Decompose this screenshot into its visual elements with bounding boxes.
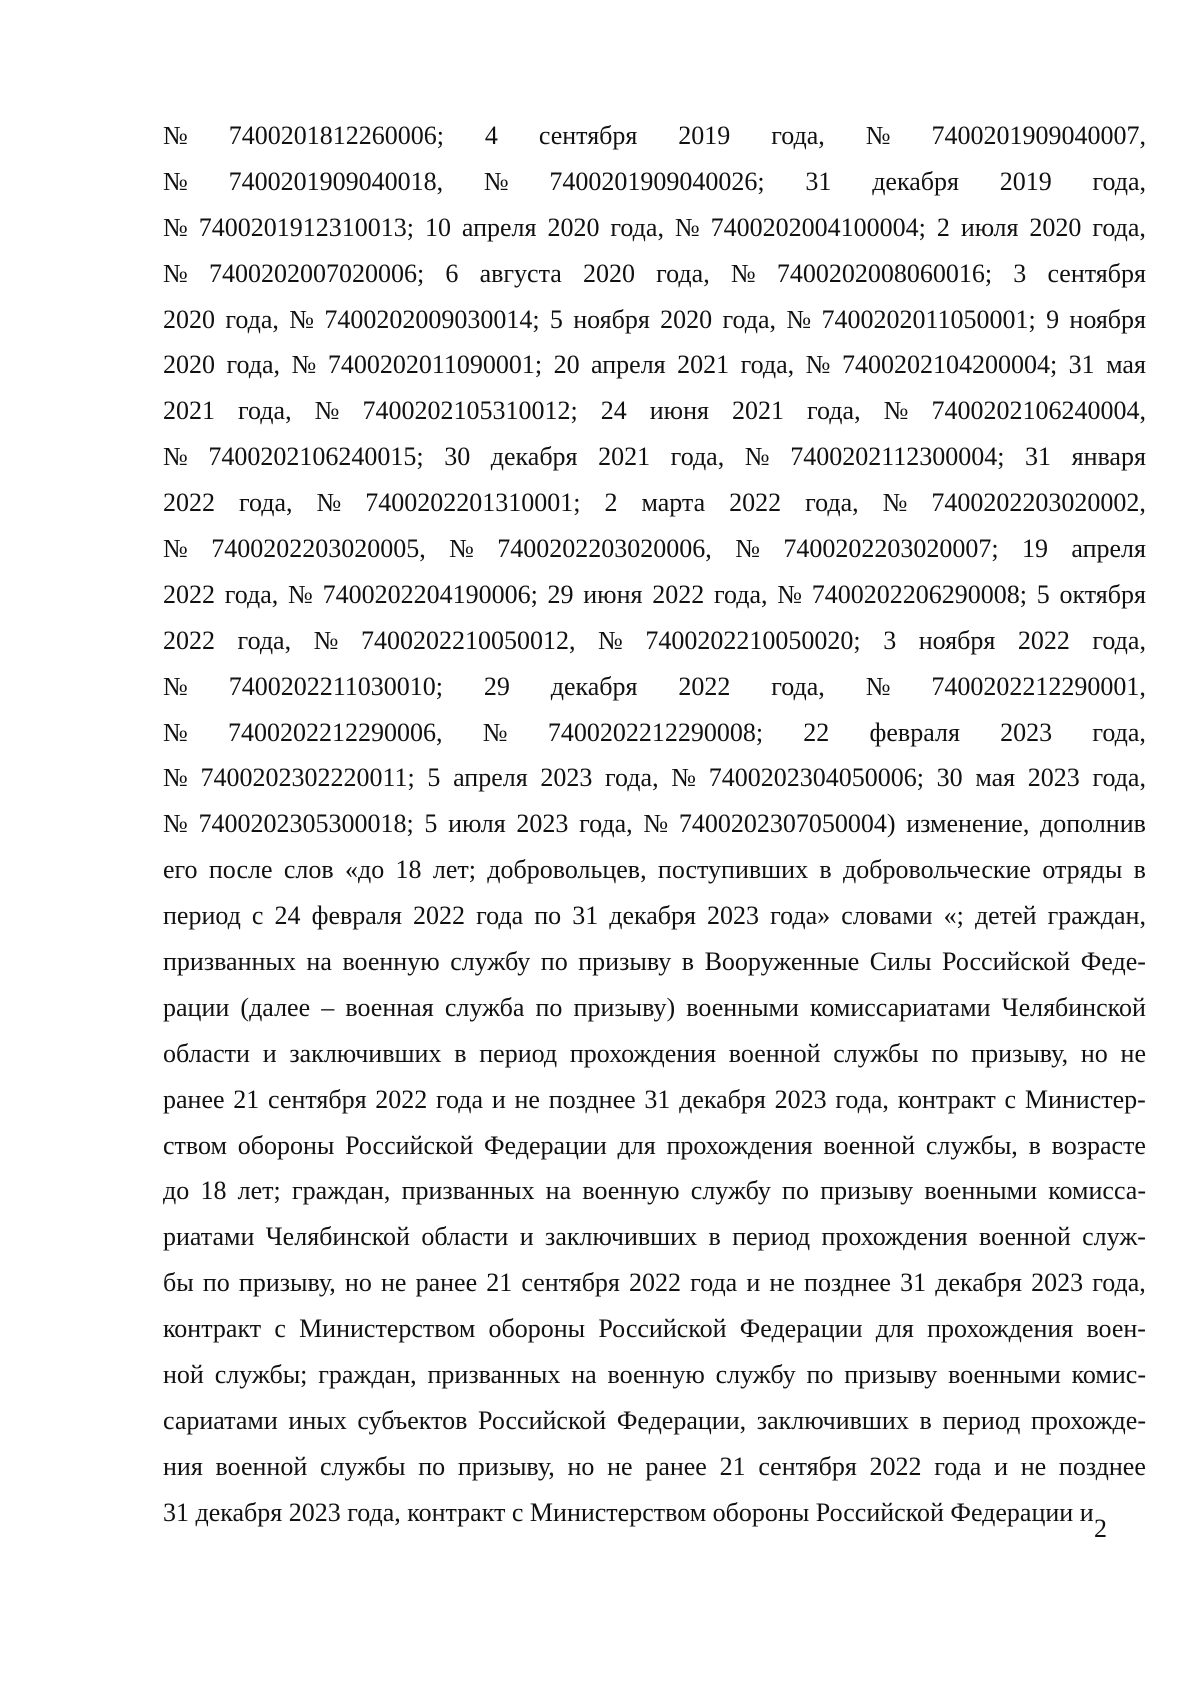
text-line: № 7400201912310013; 10 апреля 2020 года, № 7400202004100004; 2 июля 2020 года, bbox=[163, 212, 1146, 242]
text-line: контракт с Министерством обороны Российской Федерации для прохождения воен- bbox=[163, 1314, 1146, 1344]
text-line: период с 24 февраля 2022 года по 31 декабря 2023 года» словами «; детей граждан, bbox=[163, 901, 1146, 931]
text-line: 2020 года, № 7400202009030014; 5 ноября 2020 года, № 7400202011050001; 9 ноября bbox=[163, 304, 1146, 334]
text-line: области и заключивших в период прохождения военной службы по призыву, но не bbox=[163, 1038, 1146, 1068]
text-line: № 7400202302220011; 5 апреля 2023 года, № 7400202304050006; 30 мая 2023 года, bbox=[163, 763, 1146, 793]
text-line: 2021 года, № 7400202105310012; 24 июня 2021 года, № 7400202106240004, bbox=[163, 396, 1146, 426]
text-line: сариатами иных субъектов Российской Федерации, заключивших в период прохожде- bbox=[163, 1405, 1146, 1435]
text-line: 2022 года, № 7400202204190006; 29 июня 2022 года, № 7400202206290008; 5 октября bbox=[163, 579, 1146, 609]
text-line: призванных на военную службу по призыву в Вооруженные Силы Российской Феде- bbox=[163, 947, 1146, 977]
body-text bbox=[163, 113, 1146, 1536]
text-line: рации (далее – военная служба по призыву) военными комиссариатами Челябинской bbox=[163, 992, 1146, 1022]
text-line: 2020 года, № 7400202011090001; 20 апреля 2021 года, № 7400202104200004; 31 мая bbox=[163, 350, 1146, 380]
text-line: № 7400202211030010; 29 декабря 2022 года, № 7400202212290001, bbox=[163, 671, 1146, 701]
text-line: до 18 лет; граждан, призванных на военную службу по призыву военными комисса- bbox=[163, 1176, 1146, 1206]
text-line: риатами Челябинской области и заключивших в период прохождения военной служ- bbox=[163, 1222, 1146, 1252]
page-number: 2 bbox=[1094, 1514, 1107, 1543]
text-line: 31 декабря 2023 года, контракт с Министерством обороны Российской Федерации и bbox=[163, 1497, 1094, 1527]
text-line: № 7400202305300018; 5 июля 2023 года, № 7400202307050004) изменение, дополнив bbox=[163, 809, 1146, 839]
text-line: № 7400202106240015; 30 декабря 2021 года, № 7400202112300004; 31 января bbox=[163, 442, 1146, 472]
text-line: ством обороны Российской Федерации для прохождения военной службы, в возрасте bbox=[163, 1130, 1146, 1160]
text-line: № 7400202203020005, № 7400202203020006, № 7400202203020007; 19 апреля bbox=[163, 534, 1146, 564]
text-line: № 7400202212290006, № 7400202212290008; 22 февраля 2023 года, bbox=[163, 717, 1146, 747]
text-line: ной службы; граждан, призванных на военную службу по призыву военными комис- bbox=[163, 1360, 1146, 1390]
text-line: его после слов «до 18 лет; добровольцев, поступивших в добровольческие отряды в bbox=[163, 855, 1146, 885]
text-line: бы по призыву, но не ранее 21 сентября 2022 года и не позднее 31 декабря 2023 года, bbox=[163, 1268, 1146, 1298]
text-line: № 7400201812260006; 4 сентября 2019 года, № 7400201909040007, bbox=[163, 121, 1146, 150]
text-line: 2022 года, № 7400202201310001; 2 марта 2022 года, № 7400202203020002, bbox=[163, 488, 1146, 518]
text-line: ранее 21 сентября 2022 года и не позднее 31 декабря 2023 года, контракт с Министер- bbox=[163, 1084, 1146, 1114]
text-line: ния военной службы по призыву, но не ранее 21 сентября 2022 года и не позднее bbox=[163, 1451, 1146, 1481]
text-line: 2022 года, № 7400202210050012, № 7400202210050020; 3 ноября 2022 года, bbox=[163, 625, 1146, 655]
text-line: № 7400202007020006; 6 августа 2020 года, № 7400202008060016; 3 сентября bbox=[163, 258, 1146, 288]
text-line: № 7400201909040018, № 7400201909040026; 31 декабря 2019 года, bbox=[163, 166, 1146, 196]
